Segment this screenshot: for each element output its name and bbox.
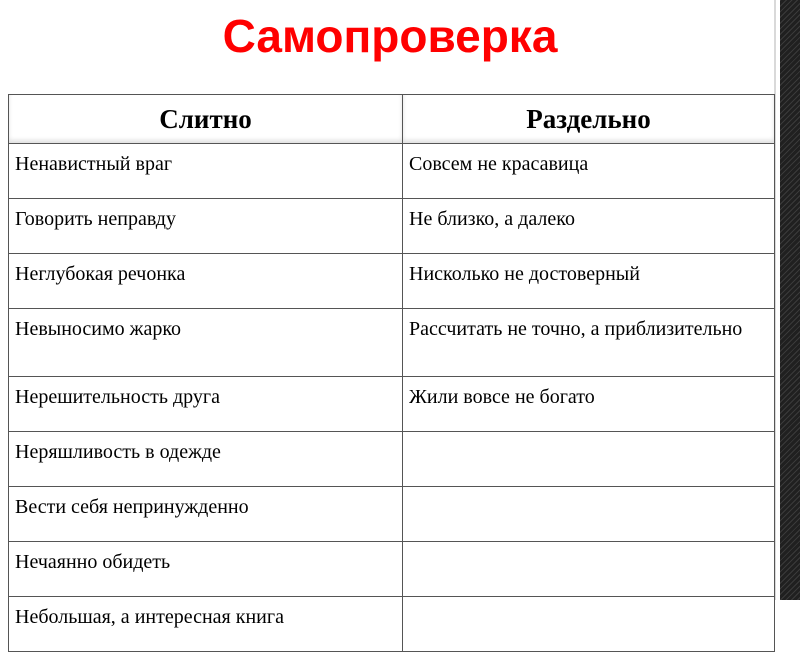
cell-separately: Нисколько не достоверный <box>403 254 775 309</box>
answer-table <box>8 94 775 652</box>
table-row <box>9 597 775 652</box>
cell-together: Вести себя непринужденно <box>9 487 403 542</box>
table-row <box>9 309 775 377</box>
cell-together: Ненавистный враг <box>9 144 403 199</box>
header-separately: Раздельно <box>403 95 775 144</box>
cell-together: Невыносимо жарко <box>9 309 403 377</box>
table-row <box>9 542 775 597</box>
decorative-side-strip <box>780 0 800 600</box>
cell-separately <box>403 487 775 542</box>
cell-separately: Жили вовсе не богато <box>403 377 775 432</box>
cell-together: Небольшая, а интересная книга <box>9 597 403 652</box>
cell-together: Неглубокая речонка <box>9 254 403 309</box>
table-row <box>9 487 775 542</box>
cell-together: Говорить неправду <box>9 199 403 254</box>
cell-separately <box>403 542 775 597</box>
cell-together: Нечаянно обидеть <box>9 542 403 597</box>
cell-together: Неряшливость в одежде <box>9 432 403 487</box>
header-together: Слитно <box>9 95 403 144</box>
cell-separately: Совсем не красавица <box>403 144 775 199</box>
cell-separately: Рассчитать не точно, а приблизительно <box>403 309 775 377</box>
page-title: Самопроверка <box>222 10 558 62</box>
cell-separately: Не близко, а далеко <box>403 199 775 254</box>
table-row <box>9 254 775 309</box>
table-row <box>9 432 775 487</box>
cell-together: Нерешительность друга <box>9 377 403 432</box>
table-row <box>9 377 775 432</box>
table-header-row <box>9 95 775 144</box>
cell-separately <box>403 432 775 487</box>
cell-separately <box>403 597 775 652</box>
table-row <box>9 199 775 254</box>
table-row <box>9 144 775 199</box>
